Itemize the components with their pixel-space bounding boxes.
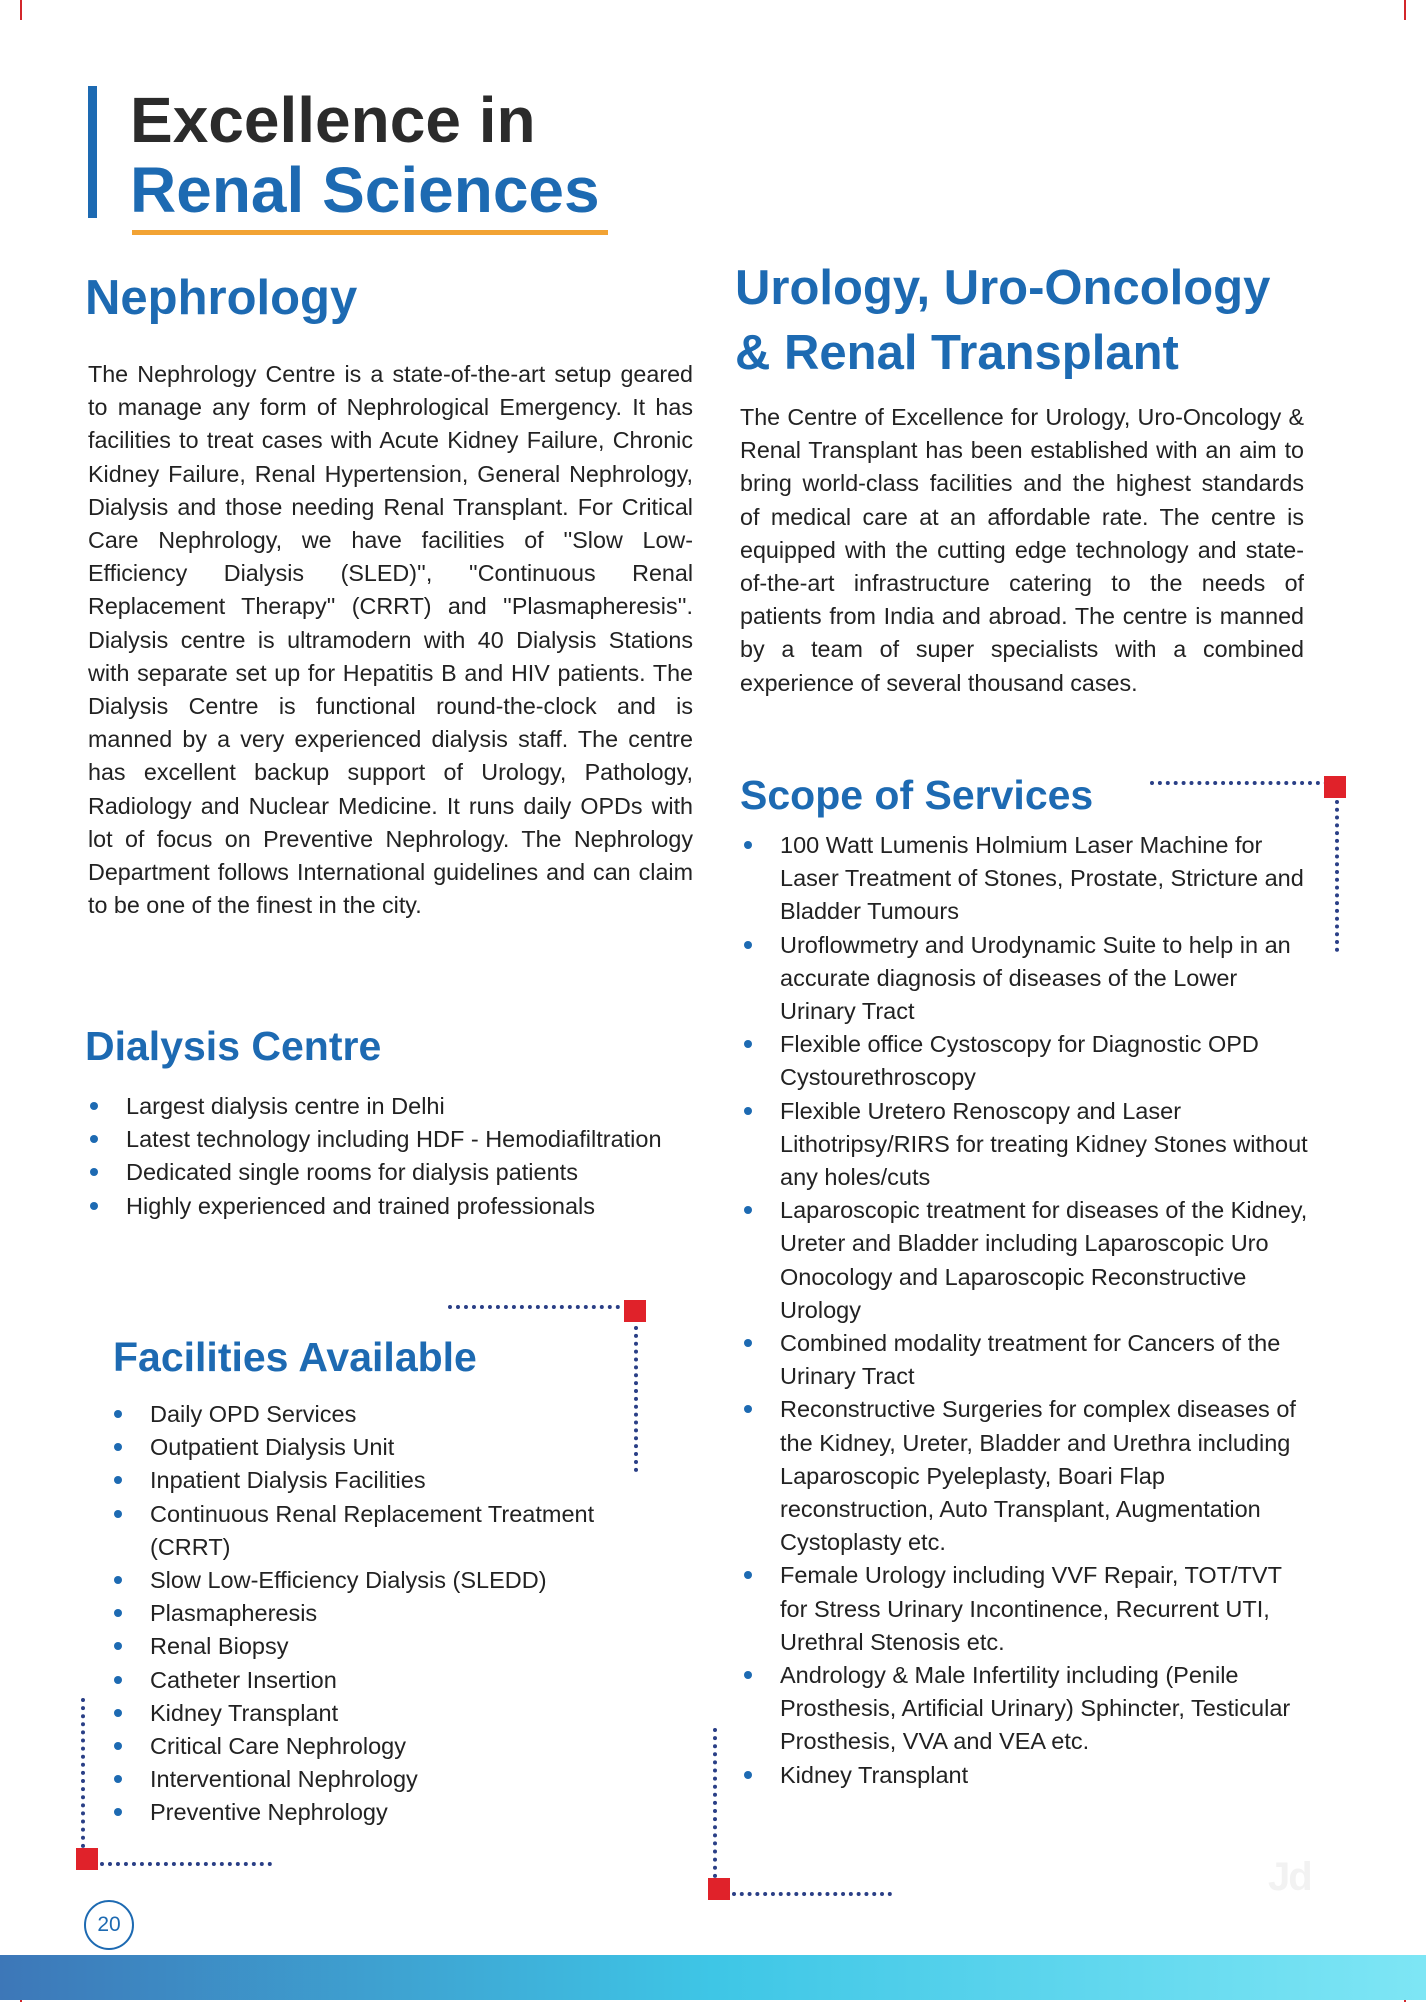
scope-list-item	[742, 1194, 1314, 1327]
scope-heading: Scope of Services	[740, 772, 1094, 818]
bullet-icon	[114, 1709, 122, 1717]
facilities-list-item-text: Slow Low-Efficiency Dialysis (SLEDD)	[150, 1567, 547, 1594]
scope-red-marker-top	[1324, 776, 1346, 798]
bullet-icon	[90, 1202, 98, 1210]
scope-list-item-text: Flexible Uretero Renoscopy and Laser Lithotripsy/RIRS for treating Kidney Stones without any holes/cuts	[780, 1097, 1308, 1191]
crop-mark-top-right	[1404, 0, 1426, 20]
scope-list-item	[742, 829, 1314, 929]
facilities-list-item-text: Interventional Nephrology	[150, 1766, 418, 1793]
bullet-icon	[744, 1107, 752, 1115]
scope-list-item	[742, 1393, 1314, 1559]
bullet-icon	[744, 941, 752, 949]
bullet-icon	[744, 1571, 752, 1579]
facilities-list-item-text: Preventive Nephrology	[150, 1799, 388, 1826]
bullet-icon	[90, 1102, 98, 1110]
nephrology-heading: Nephrology	[85, 271, 358, 325]
facilities-list	[112, 1398, 652, 1830]
scope-frame-right	[1335, 800, 1339, 952]
facilities-list-item-text: Renal Biopsy	[150, 1633, 289, 1660]
urology-paragraph: The Centre of Excellence for Urology, Uro-Oncology & Renal Transplant has been established with an aim to bring world-class facilities and the highest standards of medical care at an affordable rate. The centre is equipped with the cutting edge technology and state-of-the-art infrastructure catering to the needs of patients from India and abroad. The centre is manned by a team of super specialists with a combined experience of several thousand cases.	[740, 404, 1304, 696]
scope-list-item	[742, 1759, 1314, 1792]
facilities-list-item	[112, 1498, 652, 1564]
facilities-list-item	[112, 1564, 652, 1597]
facilities-frame-bottom	[100, 1862, 272, 1866]
bullet-icon	[114, 1808, 122, 1816]
dialysis-centre-heading: Dialysis Centre	[85, 1023, 382, 1069]
bullet-icon	[114, 1443, 122, 1451]
scope-list-item-text: Kidney Transplant	[780, 1761, 969, 1788]
bullet-icon	[744, 1040, 752, 1048]
facilities-list-item	[112, 1464, 652, 1497]
facilities-list-item	[112, 1697, 652, 1730]
facilities-frame-top	[448, 1305, 620, 1309]
bullet-icon	[114, 1510, 122, 1518]
facilities-list-item	[112, 1597, 652, 1630]
crop-mark-top-left	[0, 0, 22, 20]
footer-gradient-bar	[0, 1955, 1426, 2000]
scope-list-item-text: Reconstructive Surgeries for complex diseases of the Kidney, Ureter, Bladder and Urethra including Laparoscopic Pyeleplasty, Boari Flap reconstruction, Auto Transplant, Augmentation Cystoplasty etc.	[780, 1396, 1296, 1556]
scope-list-item	[742, 1559, 1314, 1659]
dialysis-list-item	[88, 1190, 688, 1223]
facilities-list-item	[112, 1796, 652, 1829]
dialysis-list-item	[88, 1090, 688, 1123]
bullet-icon	[114, 1410, 122, 1418]
bullet-icon	[90, 1168, 98, 1176]
scope-list-item	[742, 929, 1314, 1029]
facilities-list-item	[112, 1763, 652, 1796]
bullet-icon	[744, 1339, 752, 1347]
facilities-heading: Facilities Available	[113, 1334, 477, 1380]
page-number: 20	[84, 1900, 134, 1950]
scope-red-marker-bottom	[708, 1878, 730, 1900]
facilities-list-item-text: Daily OPD Services	[150, 1401, 357, 1427]
scope-frame-left	[713, 1728, 717, 1878]
bullet-icon	[114, 1609, 122, 1617]
facilities-list-item-text: Continuous Renal Replacement Treatment (CRRT)	[150, 1500, 595, 1560]
facilities-list-item	[112, 1630, 652, 1663]
scope-list-item-text: Uroflowmetry and Urodynamic Suite to help in an accurate diagnosis of diseases of the Lower Urinary Tract	[780, 931, 1291, 1025]
watermark-logo: Jd	[1268, 1855, 1311, 1899]
bullet-icon	[90, 1135, 98, 1143]
page-title-line1: Excellence in	[130, 84, 536, 156]
scope-list-item-text: Female Urology including VVF Repair, TOT/TVT for Stress Urinary Incontinence, Recurrent UTI, Urethral Stenosis etc.	[780, 1562, 1282, 1655]
dialysis-list-item	[88, 1123, 688, 1156]
bullet-icon	[114, 1742, 122, 1750]
facilities-list-item-text: Catheter Insertion	[150, 1666, 337, 1693]
facilities-frame-left	[81, 1698, 85, 1848]
scope-list	[742, 829, 1314, 1792]
scope-list-item-text: Combined modality treatment for Cancers of the Urinary Tract	[780, 1330, 1281, 1390]
page-title-line2: Renal Sciences	[130, 154, 600, 226]
scope-list-item	[742, 1659, 1314, 1759]
scope-list-item-text: Flexible office Cystoscopy for Diagnostic OPD Cystourethroscopy	[780, 1031, 1259, 1091]
bullet-icon	[744, 1771, 752, 1779]
scope-list-item-text: 100 Watt Lumenis Holmium Laser Machine for Laser Treatment of Stones, Prostate, Stricture and Bladder Tumours	[780, 832, 1304, 925]
facilities-list-item-text: Outpatient Dialysis Unit	[150, 1434, 395, 1461]
bullet-icon	[114, 1576, 122, 1584]
facilities-list-item-text: Kidney Transplant	[150, 1699, 339, 1726]
scope-frame-bottom	[732, 1892, 892, 1896]
bullet-icon	[744, 841, 752, 849]
scope-list-item-text: Laparoscopic treatment for diseases of the Kidney, Ureter and Bladder including Laparoscopic Uro Onocology and Laparoscopic Reconstructive Urology	[780, 1197, 1308, 1323]
scope-list-item	[742, 1095, 1314, 1195]
facilities-red-marker-bottom	[76, 1848, 98, 1870]
facilities-list-item-text: Critical Care Nephrology	[150, 1733, 406, 1760]
urology-heading-line2: & Renal Transplant	[735, 326, 1179, 380]
facilities-list-item	[112, 1431, 652, 1464]
dialysis-list-item	[88, 1156, 688, 1189]
scope-frame-top	[1150, 781, 1328, 785]
dialysis-list-item-text: Highly experienced and trained professionals	[126, 1192, 595, 1219]
facilities-list-item	[112, 1398, 652, 1431]
facilities-red-marker-top	[624, 1300, 646, 1322]
bullet-icon	[114, 1676, 122, 1684]
facilities-list-item	[112, 1730, 652, 1763]
bullet-icon	[744, 1206, 752, 1214]
scope-list-item-text: Andrology & Male Infertility including (Penile Prosthesis, Artificial Urinary) Sphincter, Testicular Prosthesis, VVA and VEA etc.	[780, 1662, 1291, 1755]
scope-list-item	[742, 1327, 1314, 1393]
dialysis-list-item-text: Dedicated single rooms for dialysis patients	[126, 1159, 578, 1186]
bullet-icon	[744, 1405, 752, 1413]
bullet-icon	[744, 1671, 752, 1679]
urology-heading-line1: Urology, Uro-Oncology	[735, 261, 1271, 315]
scope-list-item	[742, 1028, 1314, 1094]
title-accent-bar	[88, 86, 97, 218]
dialysis-list-item-text: Latest technology including HDF - Hemodiafiltration	[126, 1126, 662, 1153]
bullet-icon	[114, 1476, 122, 1484]
dialysis-centre-list	[88, 1090, 688, 1223]
bullet-icon	[114, 1642, 122, 1650]
facilities-list-item-text: Inpatient Dialysis Facilities	[150, 1467, 426, 1494]
facilities-list-item-text: Plasmapheresis	[150, 1600, 318, 1627]
title-underline	[132, 230, 608, 235]
facilities-list-item	[112, 1664, 652, 1697]
dialysis-list-item-text: Largest dialysis centre in Delhi	[126, 1093, 445, 1119]
nephrology-paragraph: The Nephrology Centre is a state-of-the-art setup geared to manage any form of Nephrological Emergency. It has facilities to treat cases with Acute Kidney Failure, Chronic Kidney Failure, Renal Hypertension, General Nephrology, Dialysis and those needing Renal Transplant. For Critical Care Nephrology, we have facilities of ''Slow Low-Efficiency Dialysis (SLED)'', ''Continuous Renal Replacement Therapy'' (CRRT) and ''Plasmapheresis''. Dialysis centre is ultramodern with 40 Dialysis Stations with separate set up for Hepatitis B and HIV patients. The Dialysis Centre is functional round-the-clock and is manned by a very experienced dialysis staff. The centre has excellent backup support of Urology, Pathology, Radiology and Nuclear Medicine. It runs daily OPDs with lot of focus on Preventive Nephrology. The Nephrology Department follows International guidelines and can claim to be one of the finest in the city.	[88, 361, 693, 919]
bullet-icon	[114, 1775, 122, 1783]
